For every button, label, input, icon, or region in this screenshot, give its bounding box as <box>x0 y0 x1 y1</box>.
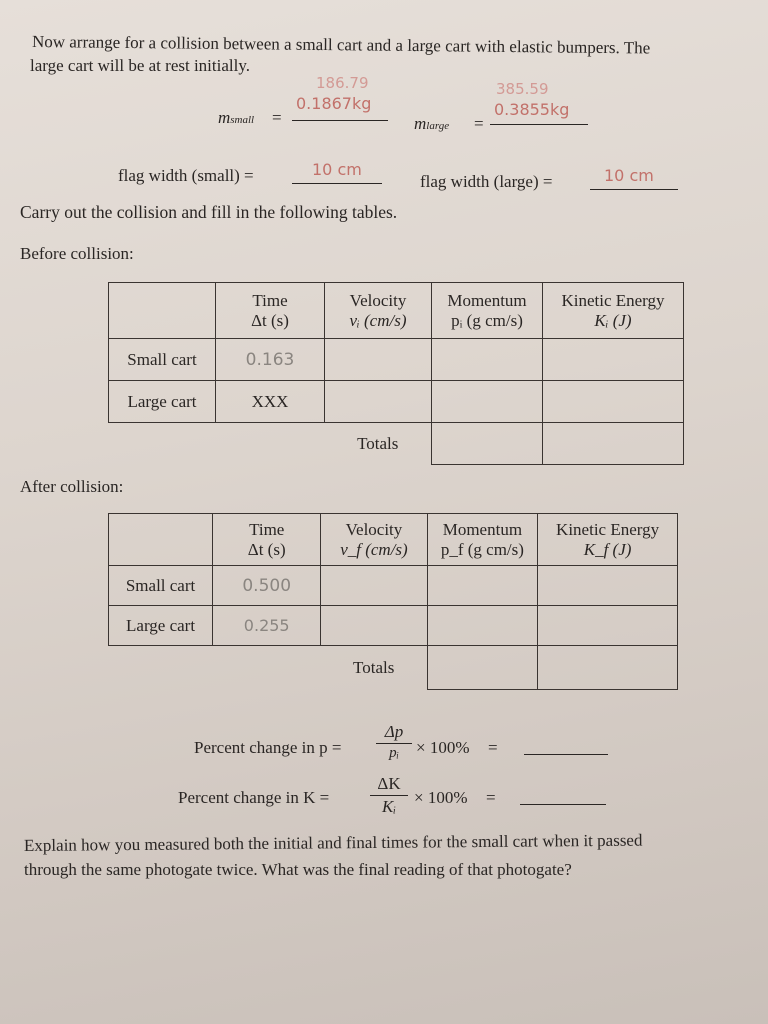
before-row-label-small: Small cart <box>109 339 216 381</box>
question-line-1: Explain how you measured both the initial and final times for the small cart when it passed <box>23 830 643 855</box>
flag-large-value: 10 cm <box>604 166 654 185</box>
after-total-momentum <box>427 646 538 690</box>
mass-small-blank <box>292 120 388 121</box>
before-title: Before collision: <box>20 244 134 263</box>
percent-k-blank <box>520 804 606 805</box>
mass-large-equals: = <box>474 114 484 133</box>
mass-small-label: msmall <box>218 108 255 127</box>
percent-k-times: × 100% <box>414 788 468 807</box>
before-small-time: 0.163 <box>216 339 325 381</box>
after-corner <box>109 514 213 566</box>
flag-small-label: flag width (small) = <box>118 166 254 185</box>
after-small-momentum <box>427 566 538 606</box>
after-header-momentum: Momentum p_f (g cm/s) <box>427 514 538 566</box>
before-row-label-large: Large cart <box>109 381 216 423</box>
mass-large-blank <box>490 124 588 125</box>
percent-k-fraction: ΔK Kᵢ <box>370 774 408 817</box>
after-row-label-small: Small cart <box>109 566 213 606</box>
after-header-kinetic: Kinetic Energy K_f (J) <box>538 514 678 566</box>
before-small-kinetic <box>543 339 684 381</box>
flag-large-blank <box>590 189 678 190</box>
before-total-kinetic <box>543 423 684 465</box>
after-small-velocity <box>321 566 427 606</box>
intro-line-1: Now arrange for a collision between a small cart and a large cart with elastic bumpers. The <box>31 32 651 58</box>
before-small-velocity <box>325 339 432 381</box>
before-large-time: XXX <box>216 381 325 423</box>
table-row <box>109 606 678 646</box>
before-small-momentum <box>432 339 543 381</box>
before-table <box>108 282 684 465</box>
after-large-kinetic <box>538 606 678 646</box>
after-small-kinetic <box>538 566 678 606</box>
mass-small-value: 0.1867kg <box>296 94 372 113</box>
before-corner <box>109 283 216 339</box>
mass-small-grams: 186.79 <box>316 74 369 92</box>
after-large-velocity <box>321 606 427 646</box>
before-large-kinetic <box>543 381 684 423</box>
flag-large-label: flag width (large) = <box>420 172 553 191</box>
after-header-time: Time Δt (s) <box>213 514 321 566</box>
mass-large-grams: 385.59 <box>496 80 549 98</box>
question-line-2: through the same photogate twice. What was the final reading of that photogate? <box>24 860 572 879</box>
after-total-kinetic <box>538 646 678 690</box>
intro-line-2: large cart will be at rest initially. <box>30 56 250 75</box>
before-large-velocity <box>325 381 432 423</box>
table-row <box>109 339 684 381</box>
percent-p-times: × 100% <box>416 738 470 757</box>
after-totals-label: Totals <box>353 657 395 677</box>
mass-large-label: mlarge <box>414 114 450 133</box>
before-header-velocity: Velocity vᵢ (cm/s) <box>325 283 432 339</box>
after-row-label-large: Large cart <box>109 606 213 646</box>
before-header-time: Time Δt (s) <box>216 283 325 339</box>
percent-k-equals: = <box>486 788 496 807</box>
before-total-momentum <box>432 423 543 465</box>
flag-small-blank <box>292 183 382 184</box>
table-row <box>109 566 678 606</box>
percent-k-label: Percent change in K = <box>178 788 330 807</box>
before-totals-label: Totals <box>357 433 399 453</box>
percent-p-blank <box>524 754 608 755</box>
before-header-momentum: Momentum pᵢ (g cm/s) <box>432 283 543 339</box>
percent-p-label: Percent change in p = <box>194 738 342 757</box>
mass-small-equals: = <box>272 108 282 127</box>
instruction: Carry out the collision and fill in the following tables. <box>20 202 398 222</box>
table-row <box>109 381 684 423</box>
percent-p-fraction: Δp pᵢ <box>376 722 412 762</box>
before-header-kinetic: Kinetic Energy Kᵢ (J) <box>543 283 684 339</box>
after-large-momentum <box>427 606 538 646</box>
after-table <box>108 513 678 690</box>
after-title: After collision: <box>20 477 124 496</box>
after-small-time: 0.500 <box>213 566 321 606</box>
before-large-momentum <box>432 381 543 423</box>
percent-p-equals: = <box>488 738 498 757</box>
after-header-velocity: Velocity v_f (cm/s) <box>321 514 427 566</box>
after-large-time: 0.255 <box>213 606 321 646</box>
flag-small-value: 10 cm <box>312 160 362 179</box>
mass-large-value: 0.3855kg <box>494 100 570 119</box>
